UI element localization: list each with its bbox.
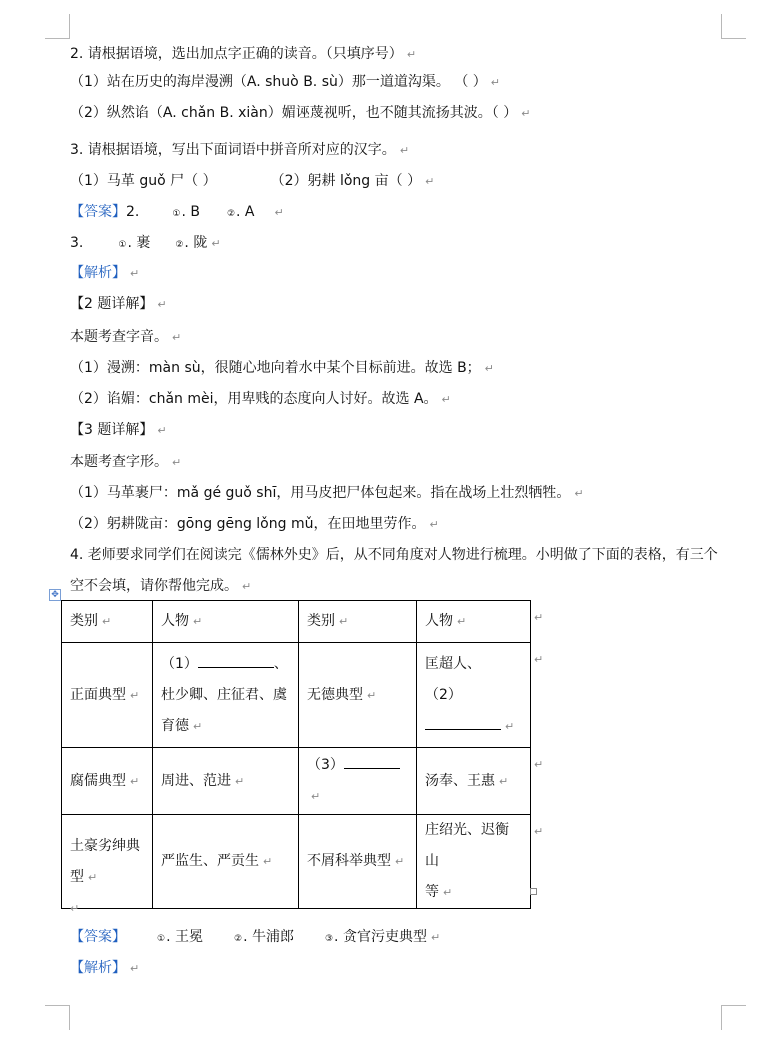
- answer-q3: 3. ①. 裹 ②. 陇 ↵: [70, 235, 221, 251]
- table-cell[interactable]: 人物 ↵: [417, 601, 531, 643]
- table-move-handle-icon[interactable]: ✥: [49, 589, 61, 601]
- q3-items: （1）马革 guǒ 尸（ ） （2）躬耕 lǒng 亩（ ） ↵: [70, 173, 435, 189]
- table-cell[interactable]: 严监生、严贡生 ↵: [153, 815, 299, 909]
- page-corner-bottom-right: [721, 1005, 746, 1030]
- detail-q2-line-1: （1）漫溯：màn sù，很随心地向着水中某个目标前进。故选 B； ↵: [70, 360, 494, 376]
- table-resize-handle[interactable]: [530, 888, 537, 895]
- table-cell[interactable]: 周进、范进 ↵: [153, 748, 299, 815]
- q4-line-2: 空不会填，请你帮他完成。 ↵: [70, 578, 252, 594]
- detail-q2-line-2: （2）谄媚：chǎn mèi，用卑贱的态度向人讨好。故选 A。 ↵: [70, 391, 451, 407]
- q3-title: 3. 请根据语境，写出下面词语中拼音所对应的汉字。 ↵: [70, 142, 410, 158]
- answer-q2: 【答案】2. ①. B ②. A ↵: [70, 204, 284, 220]
- blank-2[interactable]: [425, 713, 501, 730]
- q2-title: 2. 请根据语境，选出加点字正确的读音。（只填序号） ↵: [70, 46, 417, 62]
- table-cell[interactable]: 正面典型 ↵: [62, 643, 153, 748]
- detail-q3-title: 【3 题详解】 ↵: [70, 422, 167, 438]
- table-cell[interactable]: 匡超人、 （2） ↵: [417, 643, 531, 748]
- blank-3[interactable]: [344, 752, 400, 769]
- empty-paragraph: ↵: [70, 902, 80, 915]
- q2-item-1: （1）站在历史的海岸漫溯（A. shuò B. sù）那一道道沟渠。 （ ） ↵: [70, 74, 500, 90]
- page-corner-top-right: [721, 14, 746, 39]
- row-end-mark: ↵: [534, 653, 544, 666]
- detail-q3-line-2: （2）躬耕陇亩：gōng gēng lǒng mǔ，在田地里劳作。 ↵: [70, 516, 439, 532]
- table-cell[interactable]: （3）↵: [299, 748, 417, 815]
- detail-q3-line-1: （1）马革裹尸：mǎ gé guǒ shī，用马皮把尸体包起来。指在战场上壮烈牺牲。 ↵: [70, 485, 584, 501]
- q4-line-1: 4. 老师要求同学们在阅读完《儒林外史》后，从不同角度对人物进行梳理。小明做了下面的表格，有三个: [70, 547, 718, 563]
- page-corner-top-left: [45, 14, 70, 39]
- table-row: [62, 601, 531, 643]
- table-cell[interactable]: 土豪劣绅典 型 ↵: [62, 815, 153, 909]
- table-cell[interactable]: 不屑科举典型 ↵: [299, 815, 417, 909]
- table-row: [62, 748, 531, 815]
- detail-q2-intro: 本题考查字音。 ↵: [70, 329, 182, 345]
- blank-1[interactable]: [198, 651, 274, 668]
- analysis-heading-2: 【解析】 ↵: [70, 960, 140, 976]
- table-cell[interactable]: 无德典型 ↵: [299, 643, 417, 748]
- q2-item-2: （2）纵然谄（A. chǎn B. xiàn）媚诬蔑视听，也不随其流扬其波。（ ） ↵: [70, 105, 531, 121]
- row-end-mark: ↵: [534, 758, 544, 771]
- page-corner-bottom-left: [45, 1005, 70, 1030]
- table-cell[interactable]: 类别 ↵: [62, 601, 153, 643]
- table-cell[interactable]: 庄绍光、迟衡山 等 ↵: [417, 815, 531, 909]
- table-cell[interactable]: 人物 ↵: [153, 601, 299, 643]
- row-end-mark: ↵: [534, 825, 544, 838]
- detail-q3-intro: 本题考查字形。 ↵: [70, 454, 182, 470]
- table-cell[interactable]: 腐儒典型 ↵: [62, 748, 153, 815]
- character-table: [61, 600, 531, 909]
- table-row: [62, 815, 531, 909]
- answer-q4: 【答案】 ①. 王冕 ②. 牛浦郎 ③. 贪官污吏典型 ↵: [70, 929, 441, 945]
- table-cell[interactable]: 汤奉、王惠 ↵: [417, 748, 531, 815]
- table-cell[interactable]: （1） 、 杜少卿、庄征君、虞 育德 ↵: [153, 643, 299, 748]
- table-cell[interactable]: 类别 ↵: [299, 601, 417, 643]
- table-row: [62, 643, 531, 748]
- detail-q2-title: 【2 题详解】 ↵: [70, 296, 167, 312]
- row-end-mark: ↵: [534, 611, 544, 624]
- analysis-heading-1: 【解析】 ↵: [70, 265, 140, 281]
